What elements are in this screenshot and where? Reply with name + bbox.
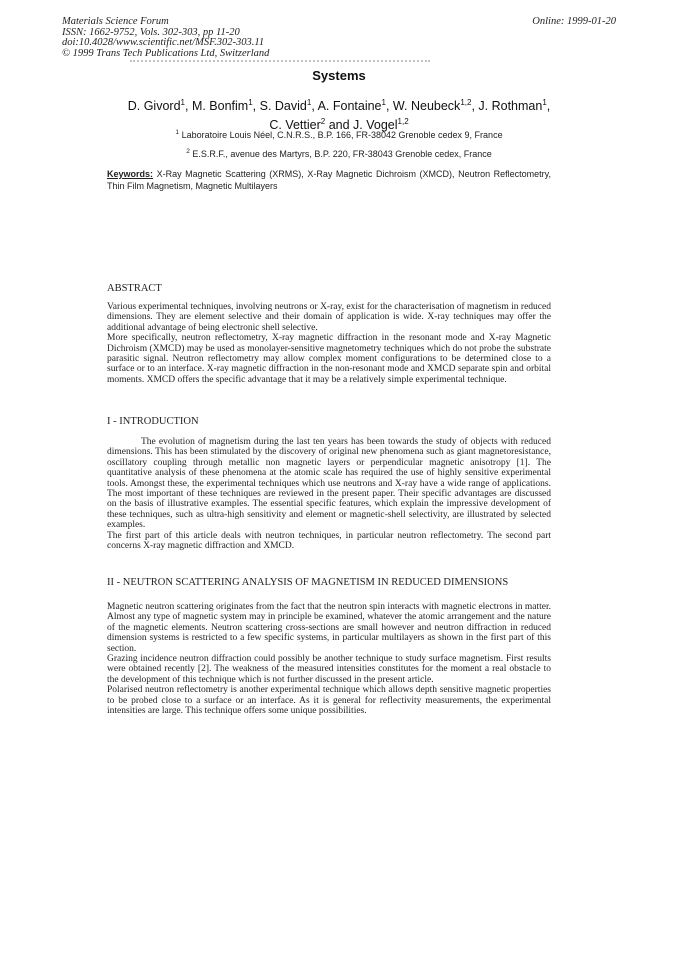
keywords: [107, 168, 551, 192]
affiliation-1-marker: 1: [175, 129, 180, 136]
author-affiliation-marker: 1: [306, 98, 312, 107]
author-affiliation-marker: 1,2: [460, 98, 472, 107]
author-name: D. Givord$^1$,: [127, 98, 192, 114]
doi-line[interactable]: doi:10.4028/www.scientific.net/MSF.302-303.11: [62, 37, 265, 48]
author-name: A. Fontaine$^1$,: [317, 98, 393, 114]
keywords-text: X-Ray Magnetic Scattering (XRMS), X-Ray Magnetic Dichroism (XMCD), Neutron Reflectometry, Thin Film Magnetism, Magnetic Multilayers: [107, 169, 551, 191]
affiliation-2-text: E.S.R.F., avenue des Martyrs, B.P. 220, FR-38043 Grenoble cedex, France: [192, 149, 492, 159]
journal-name: Materials Science Forum: [62, 16, 169, 27]
author-list: [90, 95, 588, 133]
author-name: J. Rothman$^1$,: [478, 98, 551, 114]
paper-title: Systems: [312, 68, 366, 83]
online-date: Online: 1999-01-20: [532, 16, 616, 27]
abstract-heading: ABSTRACT: [107, 283, 162, 294]
section-1-heading: I - INTRODUCTION: [107, 416, 199, 427]
issn-line: ISSN: 1662-9752, Vols. 302-303, pp 11-20: [62, 26, 240, 38]
keywords-label: Keywords:: [107, 169, 154, 179]
abstract-paragraph: More specifically, neutron reflectometry, X-ray magnetic diffraction in the resonant mode and X-ray Magnetic Dichroism (XMCD) may be used as monolayer-sensitive magnetometry techniques which do not probe the substrate parasitic signal. Neutron reflectometry may allow complex moment configurations to be determined close to a surface or to an interface. X-ray magnetic diffraction in the non-resonant mode and XMCD separate spin and orbital moments. XMCD offers the specific advantage that it may be a relatively simple experimental technique.: [107, 333, 551, 385]
abstract-paragraph: Various experimental techniques, involving neutrons or X-ray, exist for the characterisation of magnetism in reduced dimensions. They are element selective and their domain of application is wide. X-ray techniques may offer the additional advantage of being electronic shell selective.: [107, 302, 551, 333]
section-2-paragraph: Magnetic neutron scattering originates from the fact that the neutron spin interacts with magnetic electrons in matter. Almost any type of magnetic system may in principle be examined, whatever the atomic arrangement and the nature of the magnetic elements. Neutron scattering cross-sections are small however and neutron diffraction in reduced dimension systems is restricted to a few specific systems, in particular multilayers as shown in the first part of this section.: [107, 602, 551, 654]
copyright-line: © 1999 Trans Tech Publications Ltd, Switzerland: [62, 47, 270, 59]
author-affiliation-marker: 2: [320, 117, 326, 127]
section-1-paragraph: The evolution of magnetism during the last ten years has been towards the study of objects with reduced dimensions. This has been stimulated by the discovery of original new phenomena such as giant magnetoresistance, oscillatory coupling through metallic non magnetic layers or perpendicular magnetic anisotropy [1]. The quantitative analysis of these phenomena at the atomic scale has required the use of highly sensitive experimental tools. Amongst these, the experimental techniques which use neutrons and X-ray have a wide range of applications. The most important of these techniques are reviewed in the present paper. Their specific advantages are discussed on the basis of illustrative examples. The essential specific features, which explain the impressive development of these techniques, such as ultra-high sensitivity and element or magnetic-shell selectivity, are illustrated by selected examples.: [107, 437, 551, 531]
section-1-body: [107, 437, 551, 551]
author-name: J. Vogel$^{1,2}$: [353, 117, 409, 133]
section-1-paragraph: The first part of this article deals with neutron techniques, in particular neutron reflectometry. The second part concerns X-ray magnetic diffraction and XMCD.: [107, 530, 551, 552]
author-name: S. David$^1$,: [259, 98, 318, 114]
affiliation-2: [0, 148, 678, 159]
affiliation-1-text: Laboratoire Louis Néel, C.N.R.S., B.P. 166, FR-38042 Grenoble cedex 9, France: [181, 130, 503, 140]
affiliation-1: [0, 129, 678, 140]
section-2-paragraph: Polarised neutron reflectometry is another experimental technique which allows depth sensitive magnetic properties to be probed close to a surface or an interface. As it is general for reflectivity measurements, the experimental intensities are large. This technique offers some unique possibilities.: [107, 685, 551, 717]
author-name: C. Vettier$^2$ and: [269, 117, 354, 133]
publication-header: [62, 17, 269, 59]
author-affiliation-marker: 1: [381, 98, 386, 107]
author-affiliation-marker: 1: [542, 98, 547, 107]
section-2-body: [107, 602, 551, 716]
section-2-heading: II - NEUTRON SCATTERING ANALYSIS OF MAGNETISM IN REDUCED DIMENSIONS: [107, 577, 509, 588]
affiliation-2-marker: 2: [186, 148, 190, 155]
abstract-body: [107, 302, 551, 385]
author-affiliation-marker: 1,2: [397, 117, 409, 127]
author-name: W. Neubeck$^{1,2}$,: [392, 98, 479, 114]
author-affiliation-marker: 1: [248, 98, 253, 107]
section-2-paragraph: Grazing incidence neutron diffraction could possibly be another technique to study surface magnetism. First results were obtained recently [2]. The weakness of the measured intensities constitutes for the moment a real obstacle to the development of this technique which is not further discussed in the present article.: [107, 654, 551, 685]
author-affiliation-marker: 1: [180, 98, 185, 107]
title-cutoff-remnant: [130, 60, 430, 66]
author-name: M. Bonfim$^1$,: [191, 98, 260, 114]
